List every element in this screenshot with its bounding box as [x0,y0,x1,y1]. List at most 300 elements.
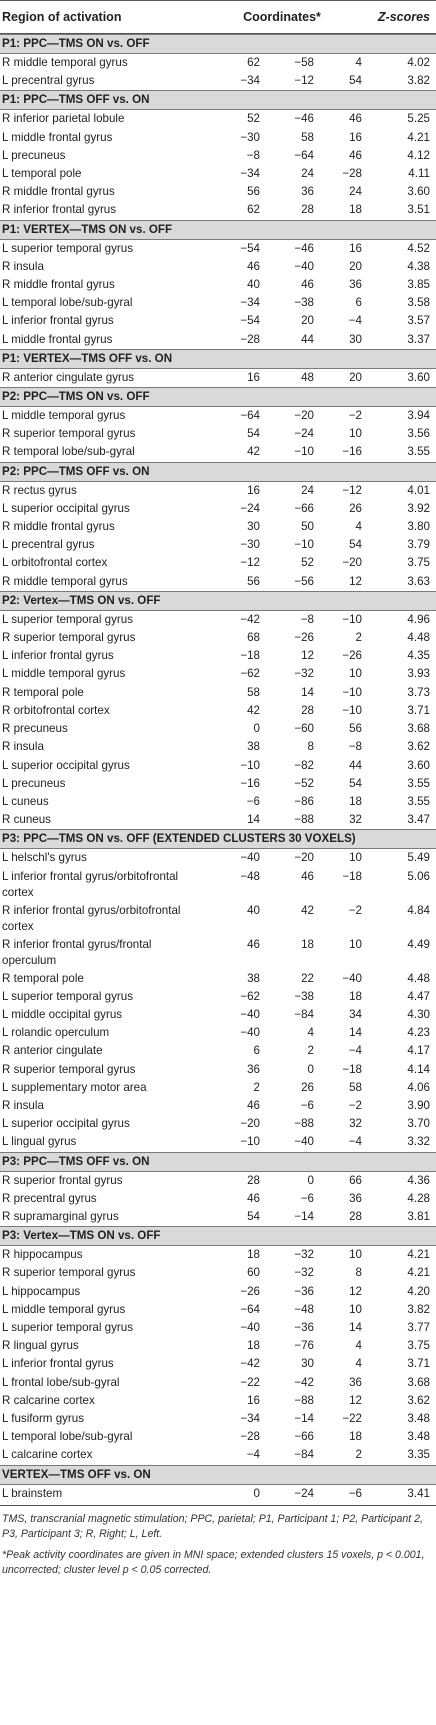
coord-z-cell: 18 [349,1430,362,1444]
coord-y-cell: 4 [307,1026,314,1040]
coord-z-cell: 10 [349,667,362,681]
region-cell: R inferior parietal lobule [2,112,125,126]
region-cell: R supramarginal gyrus [2,1209,119,1223]
coord-y-cell: −88 [294,1117,314,1131]
table-row [0,1246,436,1264]
zscore-cell: 3.71 [407,1357,430,1371]
coord-x-cell: 38 [247,971,260,985]
table-row [0,1283,436,1301]
coord-y-cell: −26 [294,631,314,645]
coord-x-cell: 16 [247,483,260,497]
zscore-cell: 4.96 [407,612,430,626]
zscore-cell: 3.80 [407,520,430,534]
section-header: P3: Vertex—TMS ON vs. OFF [0,1226,436,1246]
coord-x-cell: 2 [253,1080,260,1094]
coord-x-cell: 46 [247,1191,260,1205]
zscore-cell: 3.48 [407,1430,430,1444]
coord-y-cell: −56 [294,574,314,588]
zscore-cell: 4.30 [407,1007,430,1021]
coord-z-cell: 4 [355,520,362,534]
table-row [0,611,436,629]
zscore-cell: 3.57 [407,314,430,328]
table-row [0,110,436,128]
region-cell: L middle occipital gyrus [2,1007,123,1021]
table-row [0,1485,436,1503]
coord-x-cell: −24 [240,501,260,515]
coord-z-cell: 16 [349,241,362,255]
coord-y-cell: −40 [294,259,314,273]
zscore-cell: 4.47 [407,989,430,1003]
region-cell: R middle frontal gyrus [2,185,115,199]
coord-z-cell: 10 [349,851,362,865]
zscore-cell: 3.55 [407,776,430,790]
table-row [0,54,436,72]
table-row [0,1374,436,1392]
table-row [0,811,436,829]
zscore-cell: 4.06 [407,1080,430,1094]
table-row [0,1079,436,1097]
region-cell: L superior occipital gyrus [2,501,130,515]
table-row [0,72,436,90]
coord-x-cell: 46 [247,259,260,273]
table-row [0,720,436,738]
table-row [0,425,436,443]
coord-z-cell: 16 [349,130,362,144]
table-row [0,868,436,902]
table-row [0,554,436,572]
section-header: P3: PPC—TMS ON vs. OFF (EXTENDED CLUSTERS 30 VOXELS) [0,829,436,849]
coord-z-cell: 14 [349,1320,362,1334]
coord-y-cell: −58 [294,56,314,69]
coord-y-cell: 2 [307,1044,314,1058]
table-row [0,1172,436,1190]
coord-y-cell: 46 [301,869,314,883]
coord-y-cell: 50 [301,520,314,534]
region-cell: R insula [2,1098,44,1112]
coord-y-cell: −10 [294,538,314,552]
coord-y-cell: 20 [301,314,314,328]
table-row [0,312,436,330]
zscore-cell: 3.75 [407,556,430,570]
region-cell: L lingual gyrus [2,1135,77,1149]
table-row [0,1264,436,1282]
zscore-cell: 3.48 [407,1411,430,1425]
region-cell: R rectus gyrus [2,483,77,497]
zscore-cell: 4.14 [407,1062,430,1076]
coord-x-cell: −64 [240,1302,260,1316]
coord-y-cell: −64 [294,148,314,162]
zscore-cell: 4.01 [407,483,430,497]
zscore-cell: 4.23 [407,1026,430,1040]
coord-z-cell: 34 [349,1007,362,1021]
region-cell: R middle temporal gyrus [2,574,128,588]
region-cell: L inferior frontal gyrus [2,314,114,328]
zscore-cell: 3.77 [407,1320,430,1334]
table-row [0,902,436,936]
region-cell: R calcarine cortex [2,1393,95,1407]
table-row [0,518,436,536]
coord-y-cell: −10 [294,445,314,459]
coord-x-cell: −48 [240,869,260,883]
coord-z-cell: 28 [349,1209,362,1223]
coord-z-cell: −10 [342,703,362,717]
table-row [0,793,436,811]
table-row [0,147,436,165]
coord-z-cell: −2 [348,903,362,917]
zscore-cell: 3.60 [407,370,430,384]
table-body [0,34,436,1503]
zscore-cell: 4.38 [407,259,430,273]
region-cell: L rolandic operculum [2,1026,110,1040]
table-row [0,1355,436,1373]
header-zscores: Z-scores [377,10,430,24]
coord-x-cell: −22 [240,1375,260,1389]
section-header: P2: Vertex—TMS ON vs. OFF [0,591,436,611]
section-header: VERTEX—TMS OFF vs. ON [0,1465,436,1485]
coord-z-cell: 46 [349,112,362,126]
region-cell: R cuneus [2,813,51,827]
table-row [0,407,436,425]
section-header: P2: PPC—TMS OFF vs. ON [0,462,436,482]
coord-x-cell: 40 [247,903,260,917]
coord-x-cell: −40 [240,1007,260,1021]
coord-x-cell: −10 [240,758,260,772]
table-row [0,443,436,461]
coord-y-cell: −12 [294,74,314,88]
zscore-cell: 3.82 [407,74,430,88]
coord-y-cell: 58 [301,130,314,144]
coord-y-cell: −42 [294,1375,314,1389]
coord-y-cell: −84 [294,1007,314,1021]
coord-y-cell: −38 [294,296,314,310]
coord-y-cell: −40 [294,1135,314,1149]
zscore-cell: 4.35 [407,649,430,663]
coord-x-cell: −54 [240,314,260,328]
coord-y-cell: −76 [294,1339,314,1353]
coord-x-cell: −30 [240,130,260,144]
region-cell: L middle temporal gyrus [2,667,126,681]
coord-z-cell: 32 [349,813,362,827]
region-cell: L superior temporal gyrus [2,1320,134,1334]
coord-y-cell: 0 [307,1173,314,1187]
table-row [0,647,436,665]
table-row [0,1042,436,1060]
coord-z-cell: 18 [349,203,362,217]
header-region: Region of activation [2,10,122,24]
coord-z-cell: 6 [355,296,362,310]
coord-z-cell: 18 [349,794,362,808]
zscore-cell: 5.49 [407,851,430,865]
coord-z-cell: −16 [342,445,362,459]
coord-x-cell: 68 [247,631,260,645]
region-cell: R insula [2,259,44,273]
region-cell: L middle temporal gyrus [2,1302,126,1316]
coord-x-cell: −40 [240,1320,260,1334]
coord-z-cell: −22 [342,1411,362,1425]
coord-x-cell: −42 [240,1357,260,1371]
zscore-cell: 3.62 [407,740,430,754]
coord-z-cell: 36 [349,278,362,292]
coord-y-cell: 26 [301,1080,314,1094]
table-row [0,738,436,756]
section-header: P1: PPC—TMS ON vs. OFF [0,34,436,54]
coord-z-cell: 2 [355,631,362,645]
coord-x-cell: 0 [253,722,260,736]
coord-z-cell: −8 [348,740,362,754]
zscore-cell: 3.93 [407,667,430,681]
region-cell: L inferior frontal gyrus/orbitofrontal cortex [2,869,179,899]
coord-x-cell: 46 [247,937,260,951]
region-cell: R anterior cingulate gyrus [2,370,135,384]
region-cell: R superior temporal gyrus [2,1062,136,1076]
table-row [0,1006,436,1024]
coord-y-cell: 28 [301,703,314,717]
region-cell: R lingual gyrus [2,1339,79,1353]
coord-z-cell: −26 [342,649,362,663]
zscore-cell: 3.75 [407,1339,430,1353]
table-row [0,1301,436,1319]
coord-y-cell: −32 [294,1248,314,1262]
zscore-cell: 4.21 [407,1248,430,1262]
zscore-cell: 3.60 [407,758,430,772]
zscore-cell: 3.85 [407,278,430,292]
coord-z-cell: 54 [349,74,362,88]
coord-y-cell: −6 [300,1191,314,1205]
coord-z-cell: 12 [349,574,362,588]
zscore-cell: 4.12 [407,148,430,162]
footnote-abbreviations: TMS, transcranial magnetic stimulation; PPC, parietal; P1, Participant 1; P2, Participant 2, P3, Participant 3; R, Right; L, Left. [2,1512,423,1540]
table-row [0,573,436,591]
coord-y-cell: −66 [294,501,314,515]
region-cell: R temporal lobe/sub-gyral [2,445,135,459]
coord-z-cell: 26 [349,501,362,515]
table-row [0,183,436,201]
coord-z-cell: 36 [349,1191,362,1205]
region-cell: L superior occipital gyrus [2,1117,130,1131]
coord-y-cell: −60 [294,722,314,736]
coord-z-cell: 66 [349,1173,362,1187]
table-row [0,1337,436,1355]
zscore-cell: 4.21 [407,130,430,144]
region-cell: R orbitofrontal cortex [2,703,110,717]
coord-x-cell: 0 [253,1486,260,1500]
coord-x-cell: 38 [247,740,260,754]
coord-z-cell: 46 [349,148,362,162]
zscore-cell: 3.58 [407,296,430,310]
zscore-cell: 3.79 [407,538,430,552]
coord-y-cell: 18 [301,937,314,951]
coord-z-cell: −18 [342,869,362,883]
coord-x-cell: 58 [247,685,260,699]
coord-y-cell: −14 [294,1209,314,1223]
coord-y-cell: −24 [294,427,314,441]
coord-z-cell: −28 [342,167,362,181]
coord-x-cell: −30 [240,538,260,552]
zscore-cell: 4.02 [407,56,430,69]
region-cell: R superior temporal gyrus [2,1266,136,1280]
coord-y-cell: −38 [294,989,314,1003]
coord-x-cell: −18 [240,649,260,663]
section-header: P1: PPC—TMS OFF vs. ON [0,90,436,110]
coord-z-cell: 30 [349,332,362,346]
table-footnotes [0,1505,436,1578]
region-cell: R inferior frontal gyrus/frontal operculum [2,937,152,967]
zscore-cell: 4.17 [407,1044,430,1058]
coord-y-cell: −46 [294,241,314,255]
zscore-cell: 3.62 [407,1393,430,1407]
region-cell: L temporal pole [2,167,82,181]
coord-z-cell: 20 [349,259,362,273]
zscore-cell: 3.90 [407,1098,430,1112]
zscore-cell: 3.56 [407,427,430,441]
coord-y-cell: −36 [294,1284,314,1298]
coord-y-cell: −8 [300,612,314,626]
region-cell: L cuneus [2,794,49,808]
coord-z-cell: −10 [342,612,362,626]
coord-y-cell: 14 [301,685,314,699]
coord-y-cell: −32 [294,1266,314,1280]
table-row [0,1024,436,1042]
coord-x-cell: −64 [240,409,260,423]
table-row [0,665,436,683]
coord-y-cell: −88 [294,813,314,827]
coord-z-cell: −6 [348,1486,362,1500]
region-cell: L precentral gyrus [2,74,95,88]
zscore-cell: 4.28 [407,1191,430,1205]
coord-z-cell: 24 [349,185,362,199]
coord-x-cell: −34 [240,167,260,181]
region-cell: R temporal pole [2,971,84,985]
coord-x-cell: 16 [247,1393,260,1407]
coord-y-cell: 30 [301,1357,314,1371]
region-cell: L precuneus [2,776,66,790]
coord-x-cell: 18 [247,1248,260,1262]
coord-z-cell: −18 [342,1062,362,1076]
coord-x-cell: 42 [247,703,260,717]
coord-y-cell: 46 [301,278,314,292]
table-row [0,1190,436,1208]
coord-x-cell: −42 [240,612,260,626]
coord-y-cell: −84 [294,1448,314,1462]
coord-z-cell: 18 [349,989,362,1003]
coord-x-cell: 42 [247,445,260,459]
region-cell: L fusiform gyrus [2,1411,85,1425]
region-cell: R inferior frontal gyrus/orbitofrontal cortex [2,903,181,933]
table-row [0,1446,436,1464]
coord-z-cell: −2 [348,409,362,423]
table-row [0,702,436,720]
coord-x-cell: 6 [253,1044,260,1058]
coord-x-cell: −10 [240,1135,260,1149]
table-row [0,1392,436,1410]
coord-y-cell: −46 [294,112,314,126]
table-row [0,1410,436,1428]
coord-y-cell: −86 [294,794,314,808]
coord-z-cell: 12 [349,1393,362,1407]
coord-y-cell: 22 [301,971,314,985]
coord-y-cell: −82 [294,758,314,772]
table-row [0,757,436,775]
table-row [0,369,436,387]
coord-y-cell: −14 [294,1411,314,1425]
zscore-cell: 3.70 [407,1117,430,1131]
zscore-cell: 4.48 [407,631,430,645]
section-header: P1: VERTEX—TMS ON vs. OFF [0,220,436,240]
table-row [0,970,436,988]
zscore-cell: 4.52 [407,241,430,255]
zscore-cell: 3.92 [407,501,430,515]
coord-y-cell: 0 [307,1062,314,1076]
region-cell: L brainstem [2,1486,63,1500]
region-cell: R precentral gyrus [2,1191,97,1205]
coord-y-cell: −20 [294,409,314,423]
table-row [0,1133,436,1151]
region-cell: L superior temporal gyrus [2,989,134,1003]
region-cell: L superior temporal gyrus [2,241,134,255]
zscore-cell: 3.68 [407,1375,430,1389]
region-cell: R superior temporal gyrus [2,427,136,441]
coord-z-cell: 36 [349,1375,362,1389]
region-cell: L precuneus [2,148,66,162]
coord-x-cell: 52 [247,112,260,126]
coord-x-cell: 30 [247,520,260,534]
header-coordinates: Coordinates* [243,10,321,24]
section-header: P2: PPC—TMS ON vs. OFF [0,387,436,407]
coord-z-cell: −40 [342,971,362,985]
coord-y-cell: 24 [301,483,314,497]
coord-x-cell: 28 [247,1173,260,1187]
footnote-coordinates: *Peak activity coordinates are given in MNI space; extended clusters 15 voxels, p < 0.001, uncorrected; cluster level p < 0.05 corrected. [2,1548,425,1576]
coord-z-cell: −20 [342,556,362,570]
region-cell: L orbitofrontal cortex [2,556,108,570]
coord-y-cell: −6 [300,1098,314,1112]
zscore-cell: 4.21 [407,1266,430,1280]
zscore-cell: 3.47 [407,813,430,827]
zscore-cell: 4.49 [407,937,430,951]
table-row [0,988,436,1006]
coord-z-cell: −2 [348,1098,362,1112]
zscore-cell: 3.82 [407,1302,430,1316]
coord-z-cell: 44 [349,758,362,772]
table-row [0,775,436,793]
zscore-cell: 3.51 [407,203,430,217]
coord-x-cell: −20 [240,1117,260,1131]
coord-x-cell: 54 [247,427,260,441]
coord-x-cell: −4 [246,1448,260,1462]
table-row [0,1097,436,1115]
region-cell: L inferior frontal gyrus [2,1357,114,1371]
coord-x-cell: 54 [247,1209,260,1223]
coord-z-cell: 32 [349,1117,362,1131]
region-cell: R superior temporal gyrus [2,631,136,645]
coord-z-cell: 14 [349,1026,362,1040]
coord-x-cell: −12 [240,556,260,570]
zscore-cell: 3.37 [407,332,430,346]
table-row [0,165,436,183]
table-row [0,684,436,702]
zscore-cell: 4.84 [407,903,430,917]
coord-z-cell: −4 [348,1135,362,1149]
table-row [0,1428,436,1446]
coord-x-cell: 56 [247,574,260,588]
region-cell: R middle frontal gyrus [2,520,115,534]
coord-x-cell: 16 [247,370,260,384]
table-row [0,1115,436,1133]
region-cell: L precentral gyrus [2,538,95,552]
region-cell: L calcarine cortex [2,1448,93,1462]
coord-x-cell: −34 [240,296,260,310]
coord-x-cell: 36 [247,1062,260,1076]
